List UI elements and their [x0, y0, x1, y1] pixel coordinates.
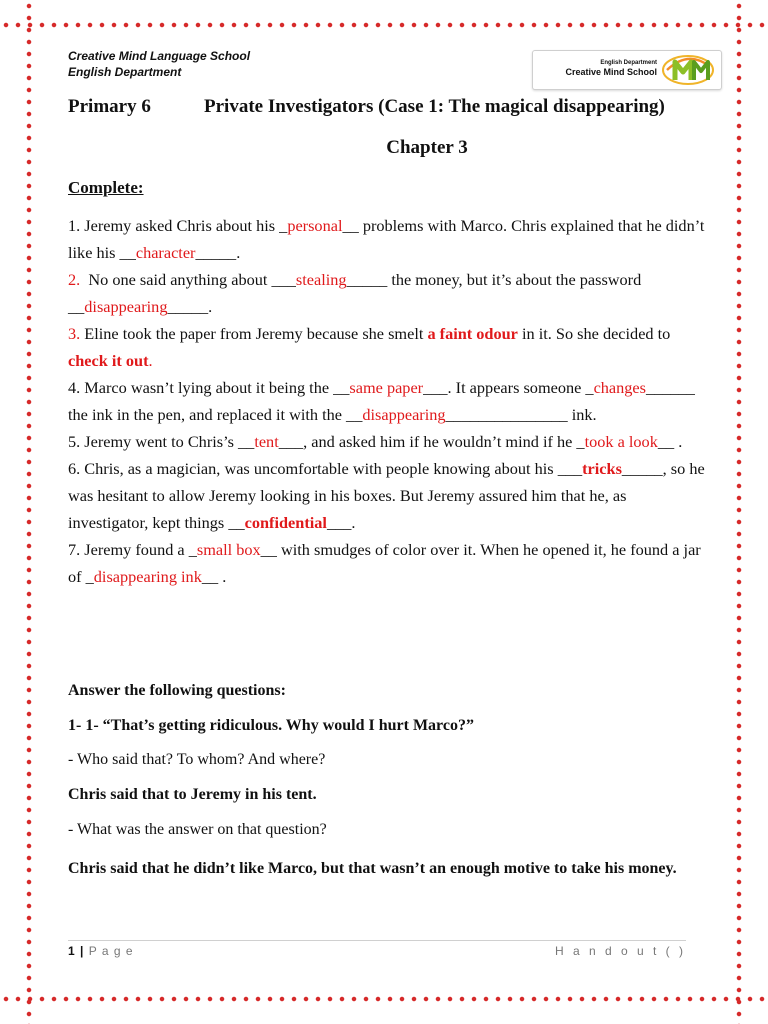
logo-school: Creative Mind School [565, 67, 657, 77]
questions-heading: Answer the following questions: [68, 682, 286, 699]
complete-section [68, 212, 708, 590]
chapter-title: Chapter 3 [386, 137, 468, 158]
item-2: 2. No one said anything about ___stealing_____ the money, but it’s about the password __disappearing_____. [68, 270, 642, 316]
item-1: 1. Jeremy asked Chris about his _personal__ problems with Marco. Chris explained that he didn’t like his __character_____. [68, 216, 705, 262]
school-logo [532, 50, 722, 90]
item-6: 6. Chris, as a magician, was uncomfortable with people knowing about his ___tricks_____, so he was hesitant to allow Jeremy looking in his boxes. But Jeremy assured him that he, as investigator, kept things __confidential___. [68, 459, 705, 532]
item-3: 3. Eline took the paper from Jeremy because she smelt a faint odour in it. So she decided to check it out. [68, 324, 671, 370]
case-title: Private Investigators (Case 1: The magical disappearing) [204, 96, 665, 117]
page-border-top [0, 18, 768, 32]
footer-divider [68, 940, 686, 941]
page-border-bottom [0, 992, 768, 1006]
item-4: 4. Marco wasn’t lying about it being the __same paper___. It appears someone _changes______ the ink in the pen, and replaced it with the __disappearing_______________ ink. [68, 378, 695, 424]
question-1: 1- 1- “That’s getting ridiculous. Why would I hurt Marco?” [68, 717, 474, 734]
worksheet-title [68, 96, 665, 118]
logo-department: English Department [600, 60, 657, 66]
department-name: English Department [68, 65, 182, 79]
item-7: 7. Jeremy found a _small box__ with smudges of color over it. When he opened it, he found a jar of _disappearing ink__ . [68, 540, 701, 586]
question-1a-prompt: - Who said that? To whom? And where? [68, 751, 326, 768]
page-number: 1 | P a g e [68, 944, 134, 958]
complete-heading: Complete: [68, 178, 144, 197]
grade-label: Primary 6 [68, 96, 151, 117]
question-1b-answer: Chris said that he didn’t like Marco, but that wasn’t an enough motive to take his money. [68, 860, 677, 877]
school-header [68, 48, 250, 80]
school-name: Creative Mind Language School [68, 49, 251, 63]
question-1a-answer: Chris said that to Jeremy in his tent. [68, 786, 317, 803]
cm-logo-icon [661, 54, 715, 86]
question-1b-prompt: - What was the answer on that question? [68, 821, 327, 838]
handout-label: H a n d o u t ( ) [554, 944, 686, 958]
item-5: 5. Jeremy went to Chris’s __tent___, and asked him if he wouldn’t mind if he _took a look__ . [68, 432, 683, 451]
